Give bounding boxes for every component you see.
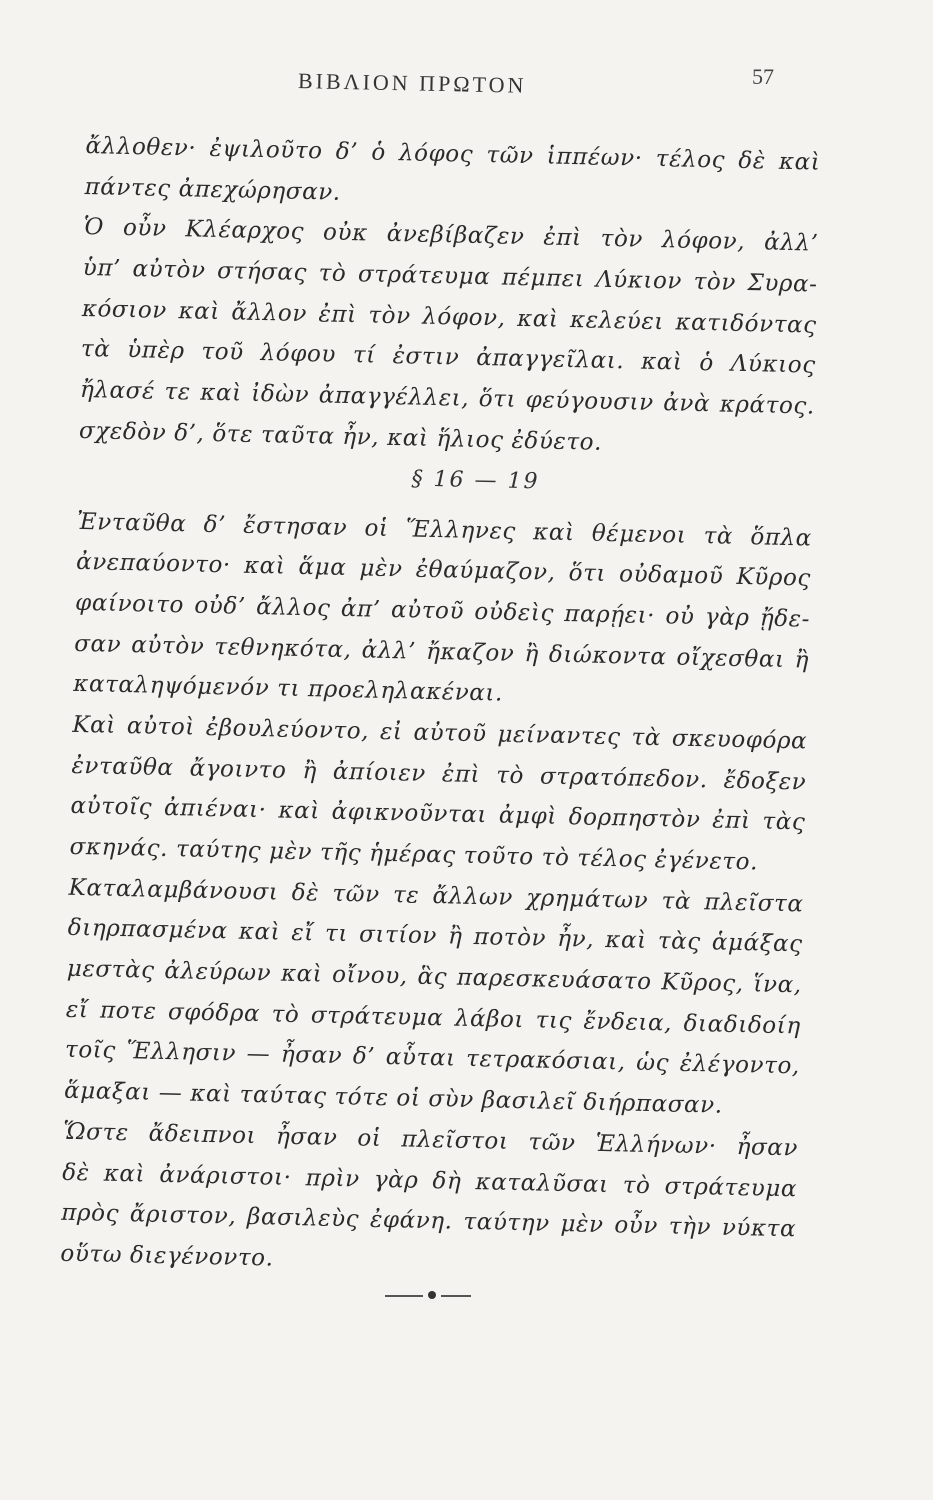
text-line: αὐτοῖς ἀπιέναι· καὶ ἀφικνοῦνται ἀμφὶ δορπηστὸν ἐπὶ τὰς bbox=[70, 793, 806, 836]
text-line: ἄλλοθεν· ἐψιλοῦτο δ’ ὁ λόφος τῶν ἱππέων· τέλος δὲ καὶ bbox=[85, 132, 821, 176]
text-line: φαίνοιτο οὐδ’ ἄλλος ἀπ’ αὐτοῦ οὐδεὶς παρῄει· οὐ γὰρ ᾔδε- bbox=[74, 589, 811, 633]
main-text bbox=[60, 126, 821, 1291]
running-head bbox=[0, 62, 933, 102]
ornament-rule-right bbox=[441, 1295, 471, 1297]
text-line: εἴ ποτε σφόδρα τὸ στράτευμα λάβοι τις ἔνδεια, διαδιδοίη bbox=[65, 996, 802, 1040]
text-line: καταληψόμενόν τι προεληλακέναι. bbox=[73, 671, 504, 707]
paragraph bbox=[60, 1112, 799, 1291]
text-line: Ὁ οὖν Κλέαρχος οὐκ ἀνεβίβαζεν ἐπὶ τὸν λόφον, ἀλλ’ bbox=[83, 214, 819, 258]
text-line: κόσιον καὶ ἄλλον ἐπὶ τὸν λόφον, καὶ κελεύει κατιδόντας bbox=[81, 295, 817, 339]
text-line: Ἐνταῦθα δ’ ἔστησαν οἱ Ἕλληνες καὶ θέμενοι τὰ ὅπλα bbox=[76, 508, 813, 552]
text-line: ἅμαξαι — καὶ ταύτας τότε οἱ σὺν βασιλεῖ διήρπασαν. bbox=[63, 1077, 723, 1119]
text-line: ἐνταῦθα ἄγοιντο ἢ ἀπίοιεν ἐπὶ τὸ στρατόπεδον. ἔδοξεν bbox=[71, 752, 807, 796]
text-line: τοῖς Ἕλλησιν — ἦσαν δ’ αὗται τετρακόσιαι, ὡς ἐλέγοντο, bbox=[64, 1037, 801, 1080]
running-title: ΒΙΒΛΙΟΝ ΠΡΩΤΟΝ bbox=[297, 68, 527, 98]
paragraph bbox=[69, 705, 808, 884]
page-number: 57 bbox=[752, 64, 774, 89]
text-line: διηρπασμένα καὶ εἴ τι σιτίον ἢ ποτὸν ἦν, καὶ τὰς ἁμάξας bbox=[67, 915, 803, 958]
text-line: οὕτω διεγένοντο. bbox=[60, 1240, 274, 1272]
ornament-dot bbox=[428, 1291, 436, 1299]
end-ornament bbox=[0, 1280, 933, 1310]
paragraph bbox=[73, 501, 812, 721]
text-line: μεστὰς ἀλεύρων καὶ οἴνου, ἃς παρεσκευάσατο Κῦρος, ἵνα, bbox=[66, 955, 802, 999]
text-line: Καταλαμβάνουσι δὲ τῶν τε ἄλλων χρημάτων τὰ πλεῖστα bbox=[68, 874, 804, 918]
section-heading: § 16 — 19 bbox=[411, 465, 540, 494]
text-line: πρὸς ἄριστον, βασιλεὺς ἐφάνη. ταύτην μὲν οὖν τὴν νύκτα bbox=[61, 1199, 797, 1243]
text-line: σαν αὐτὸν τεθνηκότα, ἀλλ’ ἤκαζον ἢ διώκοντα οἴχεσθαι ἢ bbox=[73, 630, 810, 674]
text-line: Καὶ αὐτοὶ ἐβουλεύοντο, εἰ αὐτοῦ μείναντες τὰ σκευοφόρα bbox=[72, 711, 808, 755]
text-line: ὑπ’ αὐτὸν στήσας τὸ στράτευμα πέμπει Λύκιον τὸν Συρα- bbox=[82, 255, 818, 298]
text-line: ἤλασέ τε καὶ ἰδὼν ἀπαγγέλλει, ὅτι φεύγουσιν ἀνὰ κράτος. bbox=[79, 377, 816, 420]
text-line: Ὥστε ἄδειπνοι ἦσαν οἱ πλεῖστοι τῶν Ἑλλήνων· ἦσαν bbox=[62, 1118, 799, 1162]
text-line: δὲ καὶ ἀνάριστοι· πρὶν γὰρ δὴ καταλῦσαι τὸ στράτευμα bbox=[61, 1159, 798, 1202]
text-line: ἀνεπαύοντο· καὶ ἅμα μὲν ἐθαύμαζον, ὅτι οὐδαμοῦ Κῦρος bbox=[75, 549, 812, 592]
ornament-rule-left bbox=[385, 1295, 423, 1297]
text-line: τὰ ὑπὲρ τοῦ λόφου τί ἐστιν ἀπαγγεῖλαι. καὶ ὁ Λύκιος bbox=[80, 336, 817, 380]
text-line: πάντες ἀπεχώρησαν. bbox=[84, 173, 342, 206]
text-line: σκηνάς. ταύτης μὲν τῆς ἡμέρας τοῦτο τὸ τέλος ἐγένετο. bbox=[69, 833, 759, 876]
text-line: σχεδὸν δ’, ὅτε ταῦτα ἦν, καὶ ἥλιος ἐδύετο. bbox=[78, 417, 603, 456]
paragraph bbox=[64, 867, 804, 1128]
paragraph bbox=[79, 207, 819, 468]
